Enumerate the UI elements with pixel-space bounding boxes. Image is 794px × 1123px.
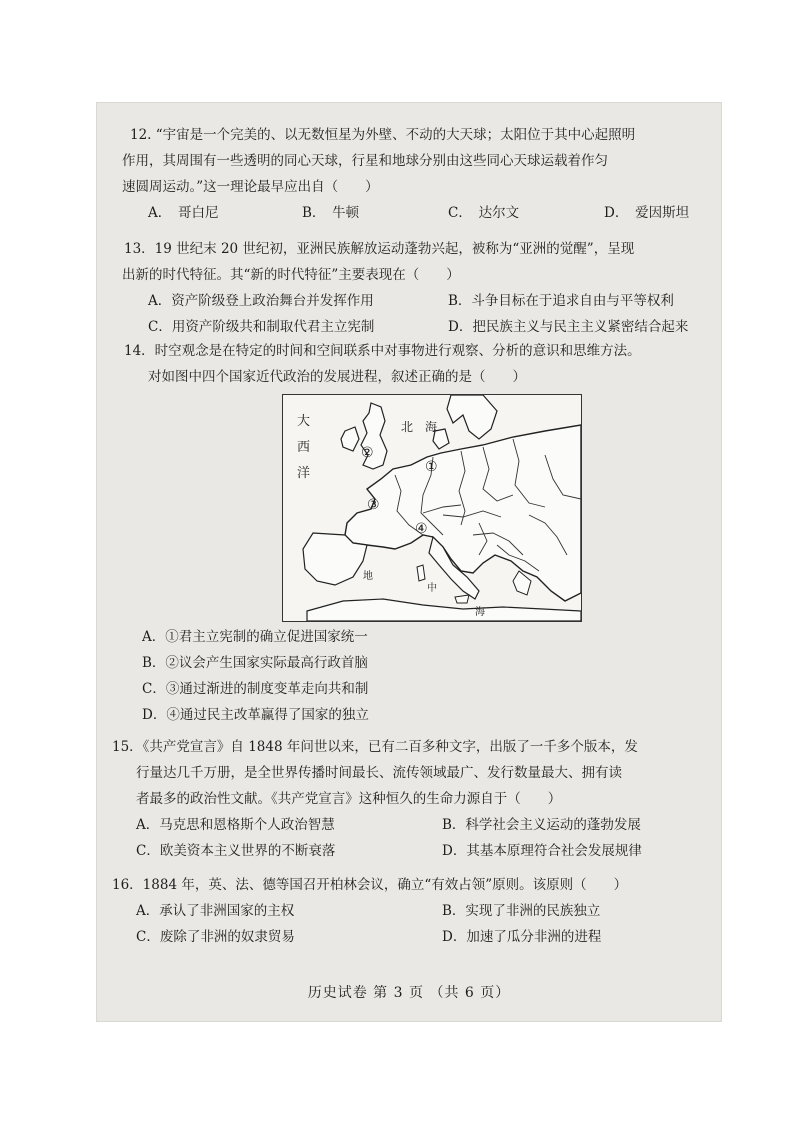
question-12-line-3: 速圆周运动。”这一理论最早应出自（ ）: [122, 179, 379, 195]
page-footer: 历史试卷 第 3 页 （共 6 页）: [307, 985, 511, 1001]
map-label-atlantic-3: 洋: [297, 466, 311, 481]
question-16-options-ab: [96, 898, 722, 924]
question-12-line-2: 作用，其周围有一些透明的同心天球，行星和地球分别由这些同心天球运载着作匀: [122, 153, 608, 169]
option-13-c: C．用资产阶级共和制取代君主立宪制: [148, 319, 375, 335]
option-16-d: D．加速了瓜分非洲的进程: [442, 929, 602, 945]
option-12-b: B． 牛顿: [302, 205, 360, 221]
question-14-line-2: 对如图中四个国家近代政治的发展进程，叙述正确的是（ ）: [148, 369, 526, 385]
question-14-line-1: 14．时空观念是在特定的时间和空间联系中对事物进行观察、分析的意识和思维方法。: [124, 343, 641, 359]
question-13-options-cd: [96, 314, 722, 340]
question-12: [96, 122, 722, 226]
map-label-atlantic-1: 大: [297, 414, 311, 429]
question-16-options-cd: [96, 924, 722, 950]
option-16-b: B．实现了非洲的民族独立: [442, 903, 601, 919]
option-15-c: C．欧美资本主义世界的不断衰落: [136, 843, 336, 859]
europe-map: [282, 394, 582, 622]
question-15: [96, 734, 722, 864]
question-13: [96, 236, 722, 340]
map-label-north-sea: 北 海: [401, 420, 438, 434]
question-14-options: [96, 624, 722, 728]
question-16: [96, 872, 722, 950]
question-13-line-1: 13．19 世纪末 20 世纪初，亚洲民族解放运动蓬勃兴起，被称为“亚洲的觉醒”，呈现: [124, 241, 635, 257]
question-15-options-ab: [96, 812, 722, 838]
option-15-b: B．科学社会主义运动的蓬勃发展: [442, 817, 641, 833]
question-14: [96, 338, 722, 390]
map-label-med-2: 中: [427, 583, 437, 594]
question-12-options: [96, 200, 722, 226]
europe-map-svg: [283, 395, 581, 621]
sicily-island: [455, 595, 469, 603]
option-12-c: C． 达尔文: [448, 205, 520, 221]
option-13-d: D．把民族主义与民主主义紧密结合起来: [448, 319, 689, 335]
option-12-a: A． 哥白尼: [148, 205, 219, 221]
map-marker-3: ③: [367, 497, 380, 513]
question-13-line-2: 出新的时代特征。其“新的时代特征”主要表现在（ ）: [122, 267, 460, 283]
option-14-b: B．②议会产生国家实际最高行政首脑: [142, 655, 368, 671]
option-13-b: B．斗争目标在于追求自由与平等权利: [448, 293, 674, 309]
map-marker-2: ②: [361, 445, 374, 461]
option-16-c: C．废除了非洲的奴隶贸易: [136, 929, 295, 945]
option-12-d: D． 爱因斯坦: [604, 205, 690, 221]
option-15-d: D．其基本原理符合社会发展规律: [442, 843, 642, 859]
map-marker-1: ①: [425, 459, 438, 475]
option-13-a: A．资产阶级登上政治舞台并发挥作用: [148, 293, 374, 309]
question-16-line-1: 16．1884 年，英、法、德等国召开柏林会议，确立“有效占领”原则。该原则（ ）: [112, 877, 628, 893]
question-15-line-1: 15．《共产党宣言》自 1848 年问世以来，已有二百多种文字，出版了一千多个版本，发: [112, 739, 638, 755]
question-12-line-1: 12. “宇宙是一个完美的、以无数恒星为外壁、不动的大天球；太阳位于其中心起照明: [130, 127, 636, 143]
map-marker-4: ④: [415, 521, 428, 537]
map-label-med-3: 海: [475, 607, 485, 618]
map-label-atlantic-2: 西: [297, 440, 311, 455]
option-14-a: A．①君主立宪制的确立促进国家统一: [142, 629, 368, 645]
map-label-med-1: 地: [363, 571, 373, 582]
question-15-options-cd: [96, 838, 722, 864]
option-15-a: A．马克思和恩格斯个人政治智慧: [136, 817, 335, 833]
option-14-d: D．④通过民主改革赢得了国家的独立: [142, 707, 369, 723]
sardinia-island: [417, 565, 425, 581]
option-14-c: C．③通过渐进的制度变革走向共和制: [142, 681, 369, 697]
exam-page: [96, 102, 722, 1022]
option-16-a: A．承认了非洲国家的主权: [136, 903, 295, 919]
question-15-line-3: 者最多的政治性文献。《共产党宣言》这种恒久的生命力源自于（ ）: [136, 791, 562, 807]
question-15-line-2: 行量达几千万册，是全世界传播时间最长、流传领域最广、发行数量最大、拥有读: [136, 765, 622, 781]
question-13-options-ab: [96, 288, 722, 314]
